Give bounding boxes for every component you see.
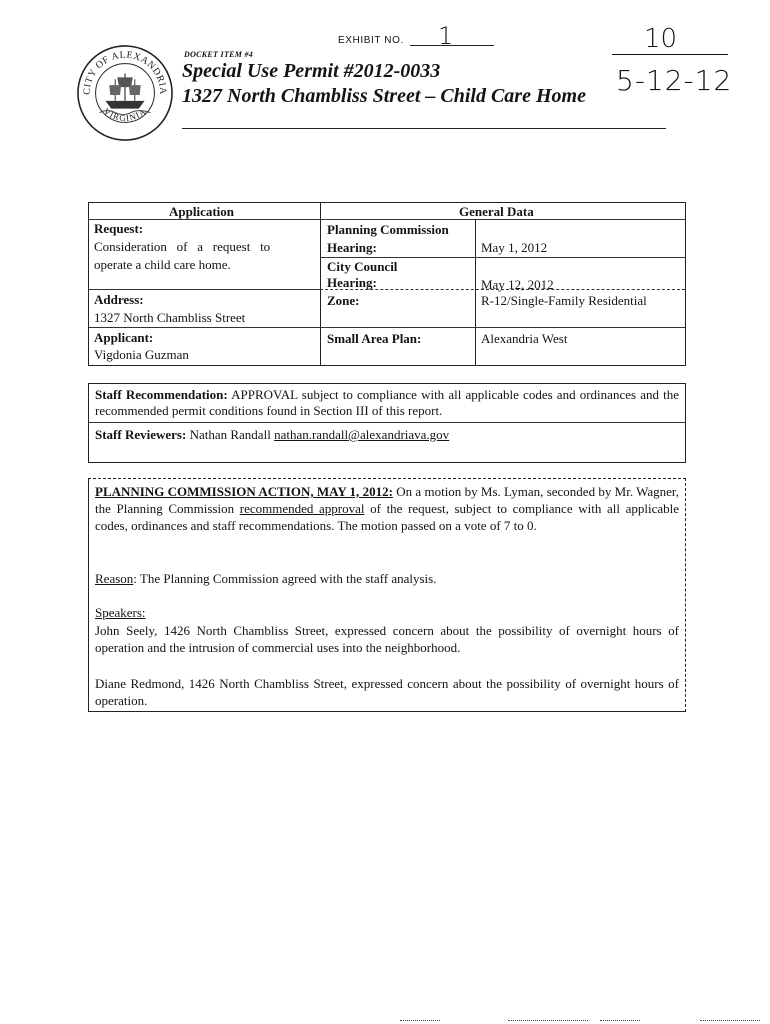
planning-commission-action bbox=[95, 483, 679, 534]
application-heading: Application bbox=[169, 204, 235, 219]
scan-artifact bbox=[600, 1020, 640, 1021]
staff-recommendation-label: Staff Recommendation: bbox=[95, 387, 228, 402]
seal-top-text: CITY OF ALEXANDRIA bbox=[81, 49, 169, 96]
city-seal bbox=[76, 44, 174, 142]
speaker-1: John Seely, 1426 North Chambliss Street, expressed concern about the possibility of overnight hours of operation and the intrusion of commercial uses into the neighborhood. bbox=[95, 623, 679, 655]
action-heading: PLANNING COMMISSION ACTION, MAY 1, 2012: bbox=[95, 484, 393, 499]
pc-hearing-value: May 1, 2012 bbox=[481, 240, 548, 255]
document-title: Special Use Permit #2012-0033 bbox=[182, 60, 441, 82]
application-table bbox=[88, 202, 686, 366]
staff-recommendation-box bbox=[88, 383, 686, 463]
table-divider bbox=[475, 219, 476, 365]
staff-reviewers bbox=[95, 427, 679, 443]
general-data-heading: General Data bbox=[459, 204, 534, 219]
action-text-recommended-approval: recommended approval bbox=[239, 501, 365, 516]
staff-reviewers-label: Staff Reviewers: bbox=[95, 427, 187, 442]
cc-hearing-label-2: Hearing: bbox=[327, 275, 377, 290]
staff-recommendation bbox=[95, 387, 679, 419]
address-label: Address: bbox=[94, 292, 144, 307]
request-text-line1: Consideration of a request to bbox=[94, 239, 271, 254]
cc-hearing-value: May 12, 2012 bbox=[481, 277, 554, 292]
handwritten-underline bbox=[612, 54, 728, 55]
staff-recommendation-text: APPROVAL subject to compliance with all applicable codes and ordinances and the recommended permit conditions found in Section III of this report. bbox=[95, 387, 680, 418]
applicant-label: Applicant: bbox=[94, 330, 154, 345]
action-text-part1: On a motion by Ms. Lyman, seconded by Mr. Wagner, the Planning Commission bbox=[95, 484, 679, 516]
cc-hearing-label: City Council bbox=[327, 259, 398, 274]
seal-bottom-text: VIRGINIA bbox=[101, 105, 149, 124]
reason bbox=[95, 570, 679, 587]
reason-text: : The Planning Commission agreed with the staff analysis. bbox=[133, 571, 437, 586]
zone-value: R-12/Single-Family Residential bbox=[481, 293, 647, 308]
scan-artifact bbox=[508, 1020, 588, 1021]
table-divider bbox=[320, 203, 321, 365]
small-area-plan-label: Small Area Plan: bbox=[327, 331, 422, 346]
scan-artifact bbox=[400, 1020, 440, 1021]
speaker-2: Diane Redmond, 1426 North Chambliss Street, expressed concern about the possibility of overnight hours of operation. bbox=[95, 676, 679, 708]
request-text-line2: operate a child care home. bbox=[94, 257, 231, 272]
zone-label: Zone: bbox=[327, 293, 360, 308]
pc-hearing-label-2: Hearing: bbox=[327, 240, 377, 255]
request-label: Request: bbox=[94, 221, 144, 236]
address-value: 1327 North Chambliss Street bbox=[94, 310, 246, 325]
handwritten-item-number: 10 bbox=[644, 24, 678, 54]
small-area-plan-value: Alexandria West bbox=[481, 331, 568, 346]
applicant-value: Vigdonia Guzman bbox=[94, 347, 189, 362]
staff-reviewer-name: Nathan Randall bbox=[186, 427, 275, 442]
pc-hearing-label: Planning Commission bbox=[327, 222, 449, 237]
staff-reviewer-email-link[interactable]: nathan.randall@alexandriava.gov bbox=[274, 427, 450, 442]
action-text-part2: of the request, subject to compliance with all applicable codes, ordinances and staff recommendations. The motion passed on a vote of 7 to 0. bbox=[95, 501, 680, 533]
document-subtitle: 1327 North Chambliss Street – Child Care Home bbox=[182, 85, 586, 107]
reason-label: Reason bbox=[95, 571, 134, 586]
handwritten-date: 5-12-12 bbox=[616, 64, 733, 97]
docket-item: DOCKET ITEM #4 bbox=[184, 50, 254, 59]
planning-commission-action-box bbox=[88, 478, 686, 712]
scan-artifact bbox=[700, 1020, 760, 1021]
exhibit-number: 1 bbox=[438, 22, 454, 50]
exhibit-label: EXHIBIT NO. bbox=[338, 35, 404, 46]
title-divider bbox=[182, 128, 666, 129]
speakers-label: Speakers: bbox=[95, 605, 146, 620]
